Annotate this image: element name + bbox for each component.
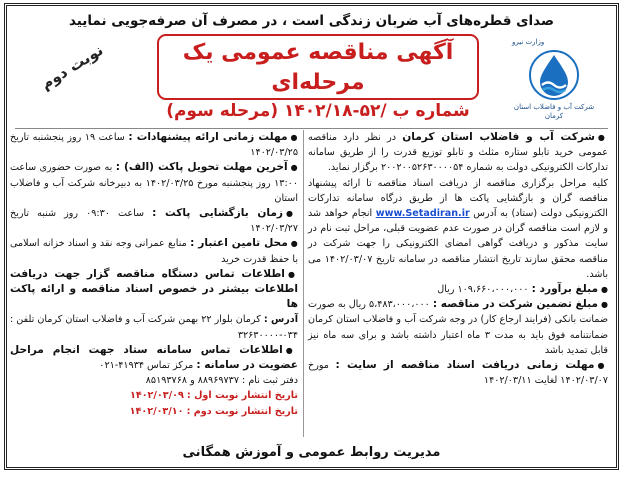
- intro-paragraph: [308, 130, 608, 176]
- round-label: نوبت دوم: [37, 40, 107, 94]
- packet-label: ● آخرین مهلت تحویل پاکت (الف) :: [116, 161, 298, 173]
- tender-number: شماره ب /۵۲-۱۴۰۲/۱۸ (مرحله سوم): [166, 101, 470, 121]
- address-row: [10, 312, 298, 342]
- contact-heading: ● اطلاعات تماس دستگاه مناقصه گزار جهت دریافت اطلاعات بیشتر در خصوص اسناد مناقصه و ارائه پاکت ها: [10, 268, 298, 310]
- footer-signature: مدیریت روابط عمومی و آموزش همگانی: [182, 445, 441, 460]
- guarantee-row: [308, 297, 608, 358]
- registry-value: ۸۸۹۶۹۷۳۷ و ۸۵۱۹۳۷۶۸: [145, 375, 239, 387]
- address-value: کرمان بلوار ۲۲ بهمن شرکت آب و فاضلاب استان کرمان تلفن : ۰۳۴-۳۲۶۳۰۰۰۰: [10, 314, 298, 341]
- intro-company: ● شرکت آب و فاضلاب استان کرمان: [402, 131, 608, 143]
- top-banner: صدای قطره‌های آب ضربان زندگی است ، در مصرف آن صرفه‌جویی نمایید: [68, 13, 555, 29]
- system-heading: ● اطلاعات تماس سامانه ستاد جهت انجام مراحل عضویت در سامانه :: [10, 344, 298, 371]
- publish-first-value: ۱۴۰۲/۰۳/۰۹: [129, 390, 184, 402]
- water-drop-icon: [528, 49, 580, 101]
- system-row: [10, 343, 298, 373]
- document-period-row: [308, 358, 608, 388]
- funding-row: [10, 236, 298, 266]
- publish-second-row: [10, 404, 298, 419]
- process-paragraph: [308, 176, 608, 282]
- opening-row: [10, 206, 298, 236]
- title-box: [157, 34, 479, 121]
- packet-value: به صورت حضوری ساعت ۱۳:۰۰ روز پنجشنبه مورخ ۱۴۰۲/۰۳/۲۵ به دبیرخانه شرکت آب و فاضلاب استان: [10, 162, 298, 204]
- header-divider: [15, 128, 608, 129]
- document-period-label: ● مهلت زمانی دریافت اسناد مناقصه از سایت :: [336, 359, 608, 371]
- logo-top-text: وزارت نیرو: [512, 38, 545, 46]
- opening-value: ساعت ۰۹:۳۰ روز شنبه تاریخ ۱۴۰۲/۰۳/۲۷: [10, 208, 298, 235]
- column-separator: [303, 130, 304, 437]
- registry-row: [10, 373, 298, 388]
- funding-value: منابع عمرانی وجه نقد و اسناد خزانه اسلامی با حفظ قدرت خرید: [10, 238, 298, 265]
- publish-first-row: [10, 388, 298, 403]
- funding-label: ● محل تامین اعتبار :: [190, 237, 298, 249]
- announcement-page: [4, 3, 619, 470]
- guarantee-value: ۵،۴۸۳،۰۰۰،۰۰۰ ریال به صورت ضمانت بانکی (فرایند ارجاع کار) در وجه شرکت آب و فاضلاب استان کرمان ضمانتنامه فوق باید به مدت ۳ ماه اعتبار داشته باشد و برای سه ماه نیز قابل تمدید باشد: [308, 299, 608, 356]
- deadline-row: [10, 130, 298, 160]
- deadline-value: ساعت ۱۹ روز پنجشنبه تاریخ ۱۴۰۲/۰۳/۲۵: [10, 132, 298, 159]
- main-title: آگهی مناقصه عمومی یک مرحله‌ای: [182, 40, 454, 95]
- deadline-label: ● مهلت زمانی ارائه پیشنهادات :: [128, 131, 298, 143]
- publish-first-label: تاریخ انتشار نوبت اول :: [186, 390, 298, 402]
- system-value: مرکز تماس ۴۱۹۳۴-۰۲۱: [99, 360, 194, 372]
- publish-second-label: تاریخ انتشار نوبت دوم :: [186, 405, 298, 417]
- left-column: [10, 130, 298, 439]
- estimate-value: ۱۰۹،۶۶۰،۰۰۰،۰۰۰ ریال: [437, 284, 529, 296]
- setad-website-link[interactable]: www.Setadiran.ir: [375, 208, 470, 220]
- estimate-row: [308, 282, 608, 297]
- guarantee-label: ● مبلغ تضمین شرکت در مناقصه :: [433, 298, 608, 310]
- registry-label: دفتر ثبت نام :: [242, 375, 298, 387]
- document-period-value: مورخ ۱۴۰۲/۰۳/۰۷ لغایت ۱۴۰۲/۰۳/۱۱: [308, 360, 608, 387]
- process-text-end: انجام خواهد شد و لازم است مناقصه گران در صورت عدم عضویت قبلی، مراحل ثبت نام در سایت مذکور و دریافت گواهی امضای الکترونیکی را جهت شرکت در مناقصه محقق سازند تاریخ انتشار مناقصه در سامانه تاریخ ۱۴۰۲/۰۳/۰۷ می باشد.: [308, 208, 609, 280]
- company-logo: [508, 38, 600, 126]
- publish-second-value: ۱۴۰۲/۰۳/۱۰: [129, 405, 184, 417]
- process-text-start: کلیه مراحل برگزاری مناقصه از دریافت اسناد مناقصه تا ارائه پیشنهاد مناقصه گران و بازگشایی پاکت ها از طریق درگاه سامانه تدارکات الکترونیکی دولت (ستاد) به آدرس: [308, 177, 608, 220]
- opening-label: ● زمان بازگشایی پاکت :: [152, 207, 298, 219]
- address-label: آدرس :: [263, 314, 298, 326]
- intro-text: در نظر دارد مناقصه عمومی خرید تابلو ستاره مثلث و تابلو توزیع قدرت را از طریق سامانه تدارکات الکترونیکی دولت به شماره ۲۰۰۲۰۰۵۲۶۳۰۰۰۰۵۴ برگزار نماید.: [308, 132, 608, 174]
- logo-bottom-text: شرکت آب و فاضلاب استان کرمان: [513, 103, 595, 120]
- contact-heading-row: [10, 267, 298, 313]
- estimate-label: ● مبلغ برآورد :: [532, 283, 608, 295]
- packet-row: [10, 160, 298, 206]
- right-column: [308, 130, 608, 439]
